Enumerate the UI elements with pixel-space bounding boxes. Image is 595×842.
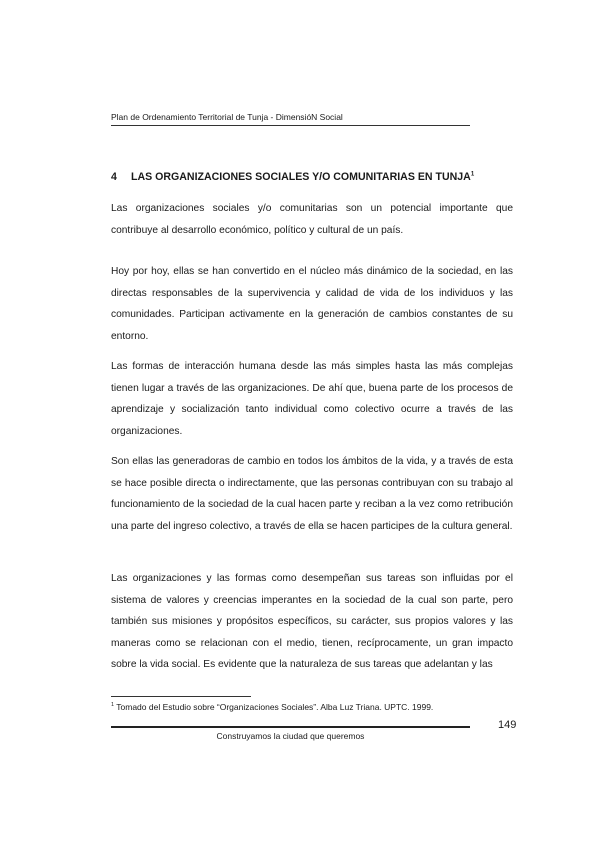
paragraph-3: Las formas de interacción humana desde las más simples hasta las más complejas tienen lugar a través de las organizaciones. De ahí que, buena parte de los procesos de aprendizaje y socialización tanto individual como colectivo ocurre a través de las organizaciones. bbox=[111, 361, 513, 437]
page-number: 149 bbox=[498, 719, 517, 731]
paragraph-1: Las organizaciones sociales y/o comunitarias son un potencial importante que contribuye al desarrollo económico, político y cultural de un país. bbox=[111, 203, 513, 236]
footnote-divider bbox=[111, 696, 251, 697]
paragraph-4: Son ellas las generadoras de cambio en todos los ámbitos de la vida, y a través de esta se hace posible directa o indirectamente, que las personas contribuyan con su trabajo al funcionamiento de la sociedad de la cual hacen parte y reciban a la vez como retribución una parte del ingreso colectivo, a través de ella se hacen participes de la cultura general. bbox=[111, 456, 513, 532]
header-divider bbox=[111, 125, 470, 126]
paragraph-5: Las organizaciones y las formas como desempeñan sus tareas son influidas por el sistema de valores y creencias imperantes en la sociedad de la cual son parte, pero también sus misiones y propósitos específicos, su carácter, sus propios valores y las maneras como se relacionan con el medio, tienen, recíprocamente, un gran impacto sobre la vida social. Es evidente que la naturaleza de sus tareas que adelantan y las bbox=[111, 573, 513, 670]
footnote bbox=[111, 702, 433, 712]
running-header: Plan de Ordenamiento Territorial de Tunja - DimensióN Social bbox=[111, 112, 343, 122]
footnote-text: Tomado del Estudio sobre “Organizaciones Sociales”. Alba Luz Triana. UPTC. 1999. bbox=[114, 702, 434, 712]
footnote-marker: 1 bbox=[111, 702, 115, 709]
footer-slogan: Construyamos la ciudad que queremos bbox=[216, 731, 365, 741]
paragraph-2: Hoy por hoy, ellas se han convertido en el núcleo más dinámico de la sociedad, en las directas responsables de la supervivencia y calidad de vida de los individuos y las comunidades. Participan activamente en la generación de cambios constantes de su entorno. bbox=[111, 266, 513, 342]
section-heading bbox=[111, 171, 474, 183]
footer-divider bbox=[111, 726, 470, 728]
section-title-text: LAS ORGANIZACIONES SOCIALES Y/O COMUNITARIAS EN TUNJA bbox=[131, 171, 471, 183]
section-number: 4 bbox=[111, 171, 117, 183]
footnote-reference: 1 bbox=[470, 171, 475, 178]
